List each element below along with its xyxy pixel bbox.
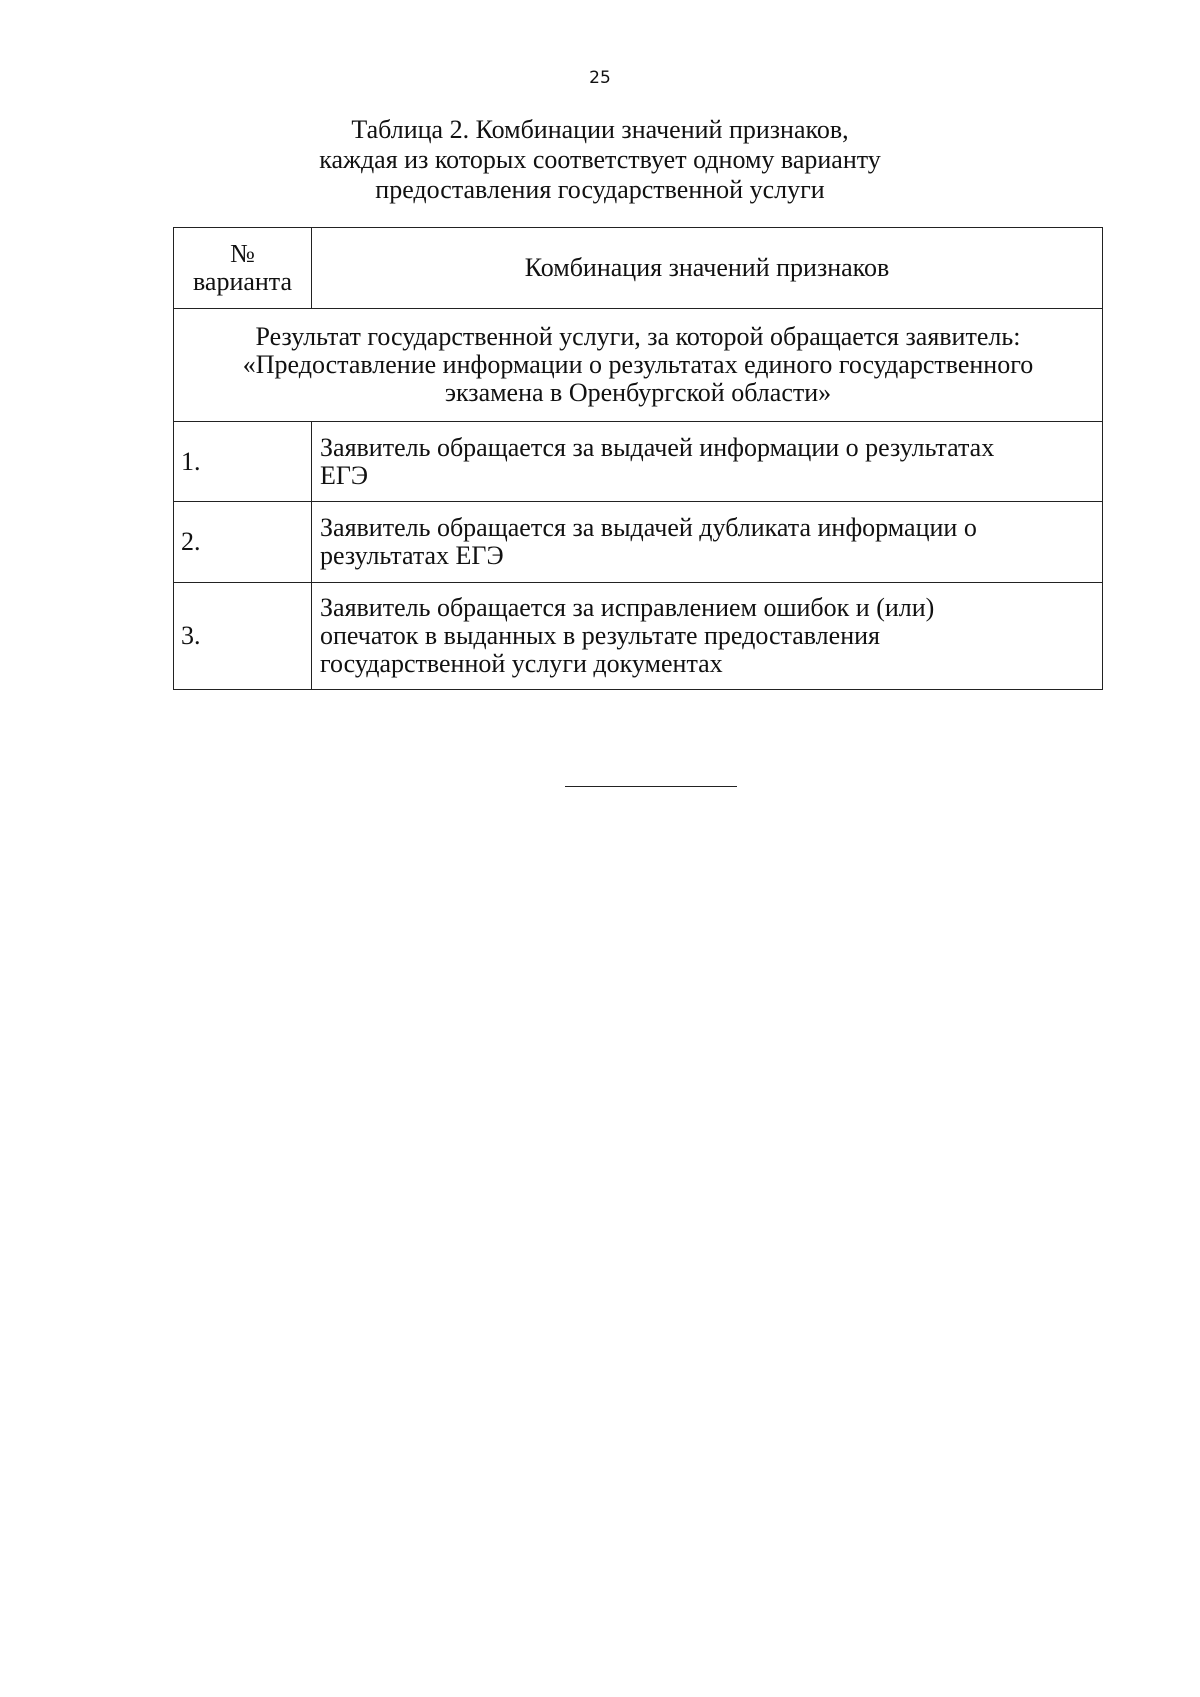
variant-number: 3. <box>174 583 312 690</box>
result-row <box>174 309 1103 422</box>
variant-line: ЕГЭ <box>320 460 369 490</box>
caption-line: Таблица 2. Комбинации значений признаков, <box>351 115 849 144</box>
variant-description <box>312 422 1103 502</box>
variant-description <box>312 583 1103 690</box>
caption-line: каждая из которых соответствует одному варианту <box>319 145 881 174</box>
table-caption <box>150 115 1050 205</box>
variant-number: 1. <box>174 422 312 502</box>
variant-line: Заявитель обращается за выдачей дубликата информации о <box>320 513 977 542</box>
variants-table <box>173 227 1103 690</box>
result-cell <box>174 309 1103 422</box>
variant-line: Заявитель обращается за исправлением ошибок и (или) <box>320 593 935 622</box>
variant-number: 2. <box>174 502 312 583</box>
variant-line: Заявитель обращается за выдачей информации о результатах <box>320 432 995 462</box>
header-combination-cell: Комбинация значений признаков <box>312 228 1103 309</box>
header-number-cell <box>174 228 312 309</box>
table-row <box>174 502 1103 583</box>
caption-line: предоставления государственной услуги <box>375 175 825 204</box>
result-line: Результат государственной услуги, за которой обращается заявитель: <box>255 322 1021 351</box>
header-number-sign: № <box>230 239 255 268</box>
header-number-label: варианта <box>192 267 293 296</box>
variant-description <box>312 502 1103 583</box>
result-line: экзамена в Оренбургской области» <box>444 378 832 407</box>
page-number: 25 <box>589 68 611 88</box>
variant-line: опечаток в выданных в результате предоставления <box>320 621 880 650</box>
table-row <box>174 422 1103 502</box>
table-header-row <box>174 228 1103 309</box>
variant-line: результатах ЕГЭ <box>320 541 504 570</box>
variant-line: государственной услуги документах <box>320 649 723 678</box>
end-divider <box>565 786 737 787</box>
table-row <box>174 583 1103 690</box>
result-line: «Предоставление информации о результатах единого государственного <box>242 350 1034 379</box>
